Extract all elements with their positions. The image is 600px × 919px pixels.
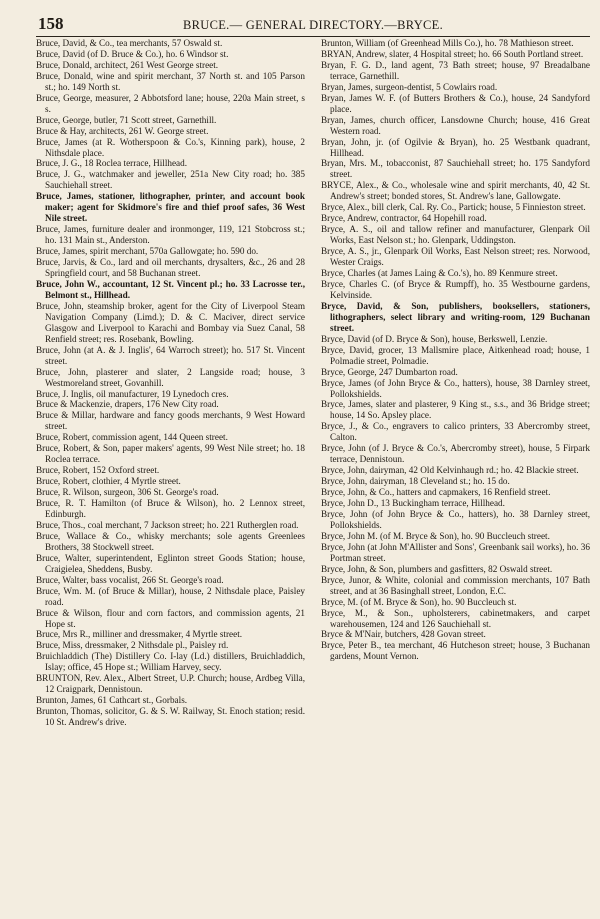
directory-entry: Bryce, John M. (of M. Bryce & Son), ho. 90 Buccleuch street. bbox=[321, 530, 550, 541]
directory-entry: Bryce, Alex., bill clerk, Cal. Ry. Co., Partick; house, 5 Finnieston street. bbox=[321, 202, 586, 213]
header-rule bbox=[36, 36, 590, 37]
directory-entry: Bruce, John, steamship broker, agent for the City of Liverpool Steam Navigation Company (Limd.); D. & C. Maciver, direct service Glasgow and Liverpool to Karachi and Bombay via Suez Canal, 58 Renfield street; res. Rosebank, Bowling. bbox=[36, 300, 305, 344]
running-title: BRUCE.— GENERAL DIRECTORY.—BRYCE. bbox=[182, 18, 444, 32]
directory-entry: Bruce, George, measurer, 2 Abbotsford lane; house, 220a Main street, s s. bbox=[36, 92, 305, 114]
directory-entry: Bruce, John (at A. & J. Inglis', 64 Warroch street); ho. 517 St. Vincent street. bbox=[36, 344, 305, 366]
directory-entry: Bryce, David (of D. Bryce & Son), house, Berkswell, Lenzie. bbox=[321, 333, 548, 344]
directory-entry: Bruce, James, spirit merchant, 570a Gallowgate; ho. 590 do. bbox=[36, 246, 259, 257]
directory-entry: Bruce, Walter, bass vocalist, 266 St. George's road. bbox=[36, 574, 224, 585]
directory-entry: Bryce, John, & Co., hatters and capmakers, 16 Renfield street. bbox=[321, 487, 551, 498]
directory-entry: Bruce, James (at R. Wotherspoon & Co.'s, Kinning park), house, 2 Nithsdale place. bbox=[36, 136, 305, 158]
directory-entry: BRUNTON, Rev. Alex., Albert Street, U.P. Church; house, Ardbeg Villa, 12 Craigpark, Dennistoun. bbox=[36, 673, 305, 695]
directory-entry: Bruce, R. Wilson, surgeon, 306 St. George's road. bbox=[36, 487, 219, 498]
directory-entry: Bryce, Junor, & White, colonial and commission merchants, 107 Bath street, and at 36 Basinghall street, London, E.C. bbox=[321, 574, 590, 596]
directory-entry: Bryce, John (of J. Bryce & Co.'s, Abercromby street), house, 5 Firpark terrace, Dennistoun. bbox=[321, 443, 590, 465]
directory-entry: Bryce, John, dairyman, 18 Cleveland st.; ho. 15 do. bbox=[321, 476, 510, 487]
directory-entry: Bruce, Robert, clothier, 4 Myrtle street. bbox=[36, 476, 181, 487]
directory-entry: Bryce, Charles C. (of Bryce & Rumpff), ho. 35 Westbourne gardens, Kelvinside. bbox=[321, 278, 590, 300]
directory-entry: Brunton, Thomas, solicitor, G. & S. W. Railway, St. Enoch station; resid. 10 St. Andrew's drive. bbox=[36, 706, 305, 728]
right-column bbox=[321, 38, 590, 728]
directory-entry: Bruce, Mrs R., milliner and dressmaker, 4 Myrtle street. bbox=[36, 629, 243, 640]
directory-entry: BRYAN, Andrew, slater, 4 Hospital street; ho. 66 South Portland street. bbox=[321, 48, 584, 59]
directory-entry: Bryce, A. S., jr., Glenpark Oil Works, East Nelson street; res. Norwood, Wester Craigs. bbox=[321, 246, 590, 268]
directory-entry: Bruce, Miss, dressmaker, 2 Nithsdale pl., Paisley rd. bbox=[36, 640, 229, 651]
directory-entry: Bruce & Hay, architects, 261 W. George street. bbox=[36, 125, 209, 136]
directory-entry: Bruce, J. Inglis, oil manufacturer, 19 Lynedoch cres. bbox=[36, 388, 229, 399]
directory-entry: Bryan, John, jr. (of Ogilvie & Bryan), ho. 25 Westbank quadrant, Hillhead. bbox=[321, 136, 590, 158]
directory-entry: Bryce, John D., 13 Buckingham terrace, Hillhead. bbox=[321, 498, 505, 509]
directory-entry: Bryce, Peter B., tea merchant, 46 Hutcheson street; house, 3 Buchanan gardens, Mount Vernon. bbox=[321, 640, 590, 662]
directory-entry: Bruce, J. G., 18 Roclea terrace, Hillhead. bbox=[36, 158, 188, 169]
directory-entry: BRYCE, Alex., & Co., wholesale wine and spirit merchants, 40, 42 St. Andrew's street; bonded stores, St. Andrew's lane, Gallowgate. bbox=[321, 180, 590, 202]
directory-entry: Bruce, David, & Co., tea merchants, 57 Oswald st. bbox=[36, 38, 223, 48]
directory-entry: Bryce, James (of John Bryce & Co., hatters), house, 38 Darnley street, Pollokshields. bbox=[321, 377, 590, 399]
page-header bbox=[36, 8, 590, 38]
directory-entry: Bruce, David (of D. Bruce & Co.), ho. 6 Windsor st. bbox=[36, 48, 229, 59]
directory-entry: Bryce, J., & Co., engravers to calico printers, 33 Abercromby street, Calton. bbox=[321, 421, 590, 443]
directory-entry: Bryce, John (of John Bryce & Co., hatters), ho. 38 Darnley street, Pollokshields. bbox=[321, 508, 590, 530]
directory-entry: Bruce, Robert, & Son, paper makers' agents, 99 West Nile street; ho. 18 Roclea terrace. bbox=[36, 443, 305, 465]
directory-entry: Bryce, M., & Son., upholsterers, cabinetmakers, and carpet warehousemen, 124 and 126 Sauchiehall st. bbox=[321, 607, 590, 629]
directory-entry: Bruce, James, furniture dealer and ironmonger, 119, 121 Stobcross st.; ho. 131 Main st., Anderston. bbox=[36, 224, 305, 246]
directory-entry: Bryce, Charles (at James Laing & Co.'s), ho. 89 Kenmure street. bbox=[321, 268, 558, 279]
directory-entry: Bruce, George, butler, 71 Scott street, Garnethill. bbox=[36, 114, 217, 125]
directory-entry: Bruce, Robert, 152 Oxford street. bbox=[36, 465, 160, 476]
directory-entry: Bruce & Mackenzie, drapers, 176 New City road. bbox=[36, 399, 219, 410]
directory-entry: Bryce, M. (of M. Bryce & Son), ho. 90 Buccleuch st. bbox=[321, 596, 517, 607]
directory-entry: Bruce, Wm. M. (of Bruce & Millar), house, 2 Nithsdale place, Paisley road. bbox=[36, 585, 305, 607]
directory-entry: Bruce, Donald, architect, 261 West George street. bbox=[36, 59, 219, 70]
directory-entry: Bryce, John (at John M'Allister and Sons', Greenbank sail works), ho. 36 Portman street. bbox=[321, 541, 590, 563]
directory-entry: Bryce, James, slater and plasterer, 9 King st., s.s., and 36 Bridge street; house, 14 So. Apsley place. bbox=[321, 399, 590, 421]
directory-entry: Bruce, R. T. Hamilton (of Bruce & Wilson), ho. 2 Lennox street, Edinburgh. bbox=[36, 498, 305, 519]
directory-entry: Bruce, Jarvis, & Co., lard and oil merchants, drysalters, &c., 26 and 28 Springfield court, and 58 Buchanan street. bbox=[36, 257, 305, 279]
directory-entry: Bryan, James, surgeon-dentist, 5 Cowlairs road. bbox=[321, 81, 498, 92]
directory-entry: Bruce, Thos., coal merchant, 7 Jackson street; ho. 221 Rutherglen road. bbox=[36, 519, 299, 530]
directory-entry: Bryce, A. S., oil and tallow refiner and manufacturer, Glenpark Oil Works, East Nelson st.; ho. Glenpark, Uddingston. bbox=[321, 224, 590, 246]
directory-entry: Bryce, John, dairyman, 42 Old Kelvinhaugh rd.; ho. 42 Blackie street. bbox=[321, 465, 579, 476]
directory-entry: Bryan, James, church officer, Lansdowne Church; house, 416 Great Western road. bbox=[321, 114, 590, 136]
directory-entry: Bryce, George, 247 Dumbarton road. bbox=[321, 366, 458, 377]
left-column bbox=[36, 38, 305, 728]
directory-entry: Bruce, J. G., watchmaker and jeweller, 251a New City road; ho. 385 Sauchiehall street. bbox=[36, 169, 305, 191]
directory-entry: Brunton, James, 61 Cathcart st., Gorbals. bbox=[36, 695, 188, 706]
columns bbox=[36, 38, 590, 728]
directory-entry: Bryce, John, & Son, plumbers and gasfitters, 82 Oswald street. bbox=[321, 563, 553, 574]
directory-entry: Bruce & Wilson, flour and corn factors, and commission agents, 21 Hope st. bbox=[36, 607, 305, 629]
directory-entry: Bruce, James, stationer, lithographer, printer, and account book maker; agent for Skidmore's fire and thief proof safes, 36 West Nile street. bbox=[36, 191, 305, 224]
directory-entry: Bryan, F. G. D., land agent, 73 Bath street; house, 97 Breadalbane terrace, Garnethill. bbox=[321, 59, 590, 81]
directory-entry: Bruce & Millar, hardware and fancy goods merchants, 9 West Howard street. bbox=[36, 410, 305, 432]
directory-entry: Bryce & M'Nair, butchers, 428 Govan street. bbox=[321, 629, 486, 640]
directory-entry: Bruce, John W., accountant, 12 St. Vincent pl.; ho. 33 Lacrosse ter., Belmont st., Hillhead. bbox=[36, 278, 305, 300]
directory-entry: Bruce, Walter, superintendent, Eglinton street Goods Station; house, Craigielea, Sheddens, Busby. bbox=[36, 552, 305, 574]
directory-entry: Bruce, Wallace & Co., whisky merchants; sole agents Greenlees Brothers, 38 Stockwell street. bbox=[36, 530, 305, 552]
directory-entry: Bryce, David, & Son, publishers, booksellers, stationers, lithographers, select library and writing-room, 129 Buchanan street. bbox=[321, 300, 590, 333]
directory-entry: Bruce, Donald, wine and spirit merchant, 37 North st. and 105 Parson st.; ho. 149 North st. bbox=[36, 70, 305, 92]
page-number: 158 bbox=[38, 14, 64, 33]
directory-entry: Bryan, James W. F. (of Butters Brothers & Co.), house, 24 Sandyford place. bbox=[321, 92, 590, 114]
directory-entry: Bruichladdich (The) Distillery Co. I-lay (Ld.) distillers, Bruichladdich, Islay; office, 45 Hope st.; William Harvey, secy. bbox=[36, 651, 305, 673]
directory-entry: Bryce, Andrew, contractor, 64 Hopehill road. bbox=[321, 213, 487, 224]
directory-entry: Bryce, David, grocer, 13 Mallsmire place, Aitkenhead road; house, 1 Polmadie street, Polmadie. bbox=[321, 344, 590, 366]
directory-entry: Bryan, Mrs. M., tobacconist, 87 Sauchiehall street; ho. 175 Sandyford street. bbox=[321, 158, 590, 180]
directory-entry: Bruce, Robert, commission agent, 144 Queen street. bbox=[36, 432, 228, 443]
directory-entry: Bruce, John, plasterer and slater, 2 Langside road; house, 3 Westmoreland street, Govanhill. bbox=[36, 366, 305, 388]
directory-entry: Brunton, William (of Greenhead Mills Co.), ho. 78 Mathieson street. bbox=[321, 38, 574, 48]
